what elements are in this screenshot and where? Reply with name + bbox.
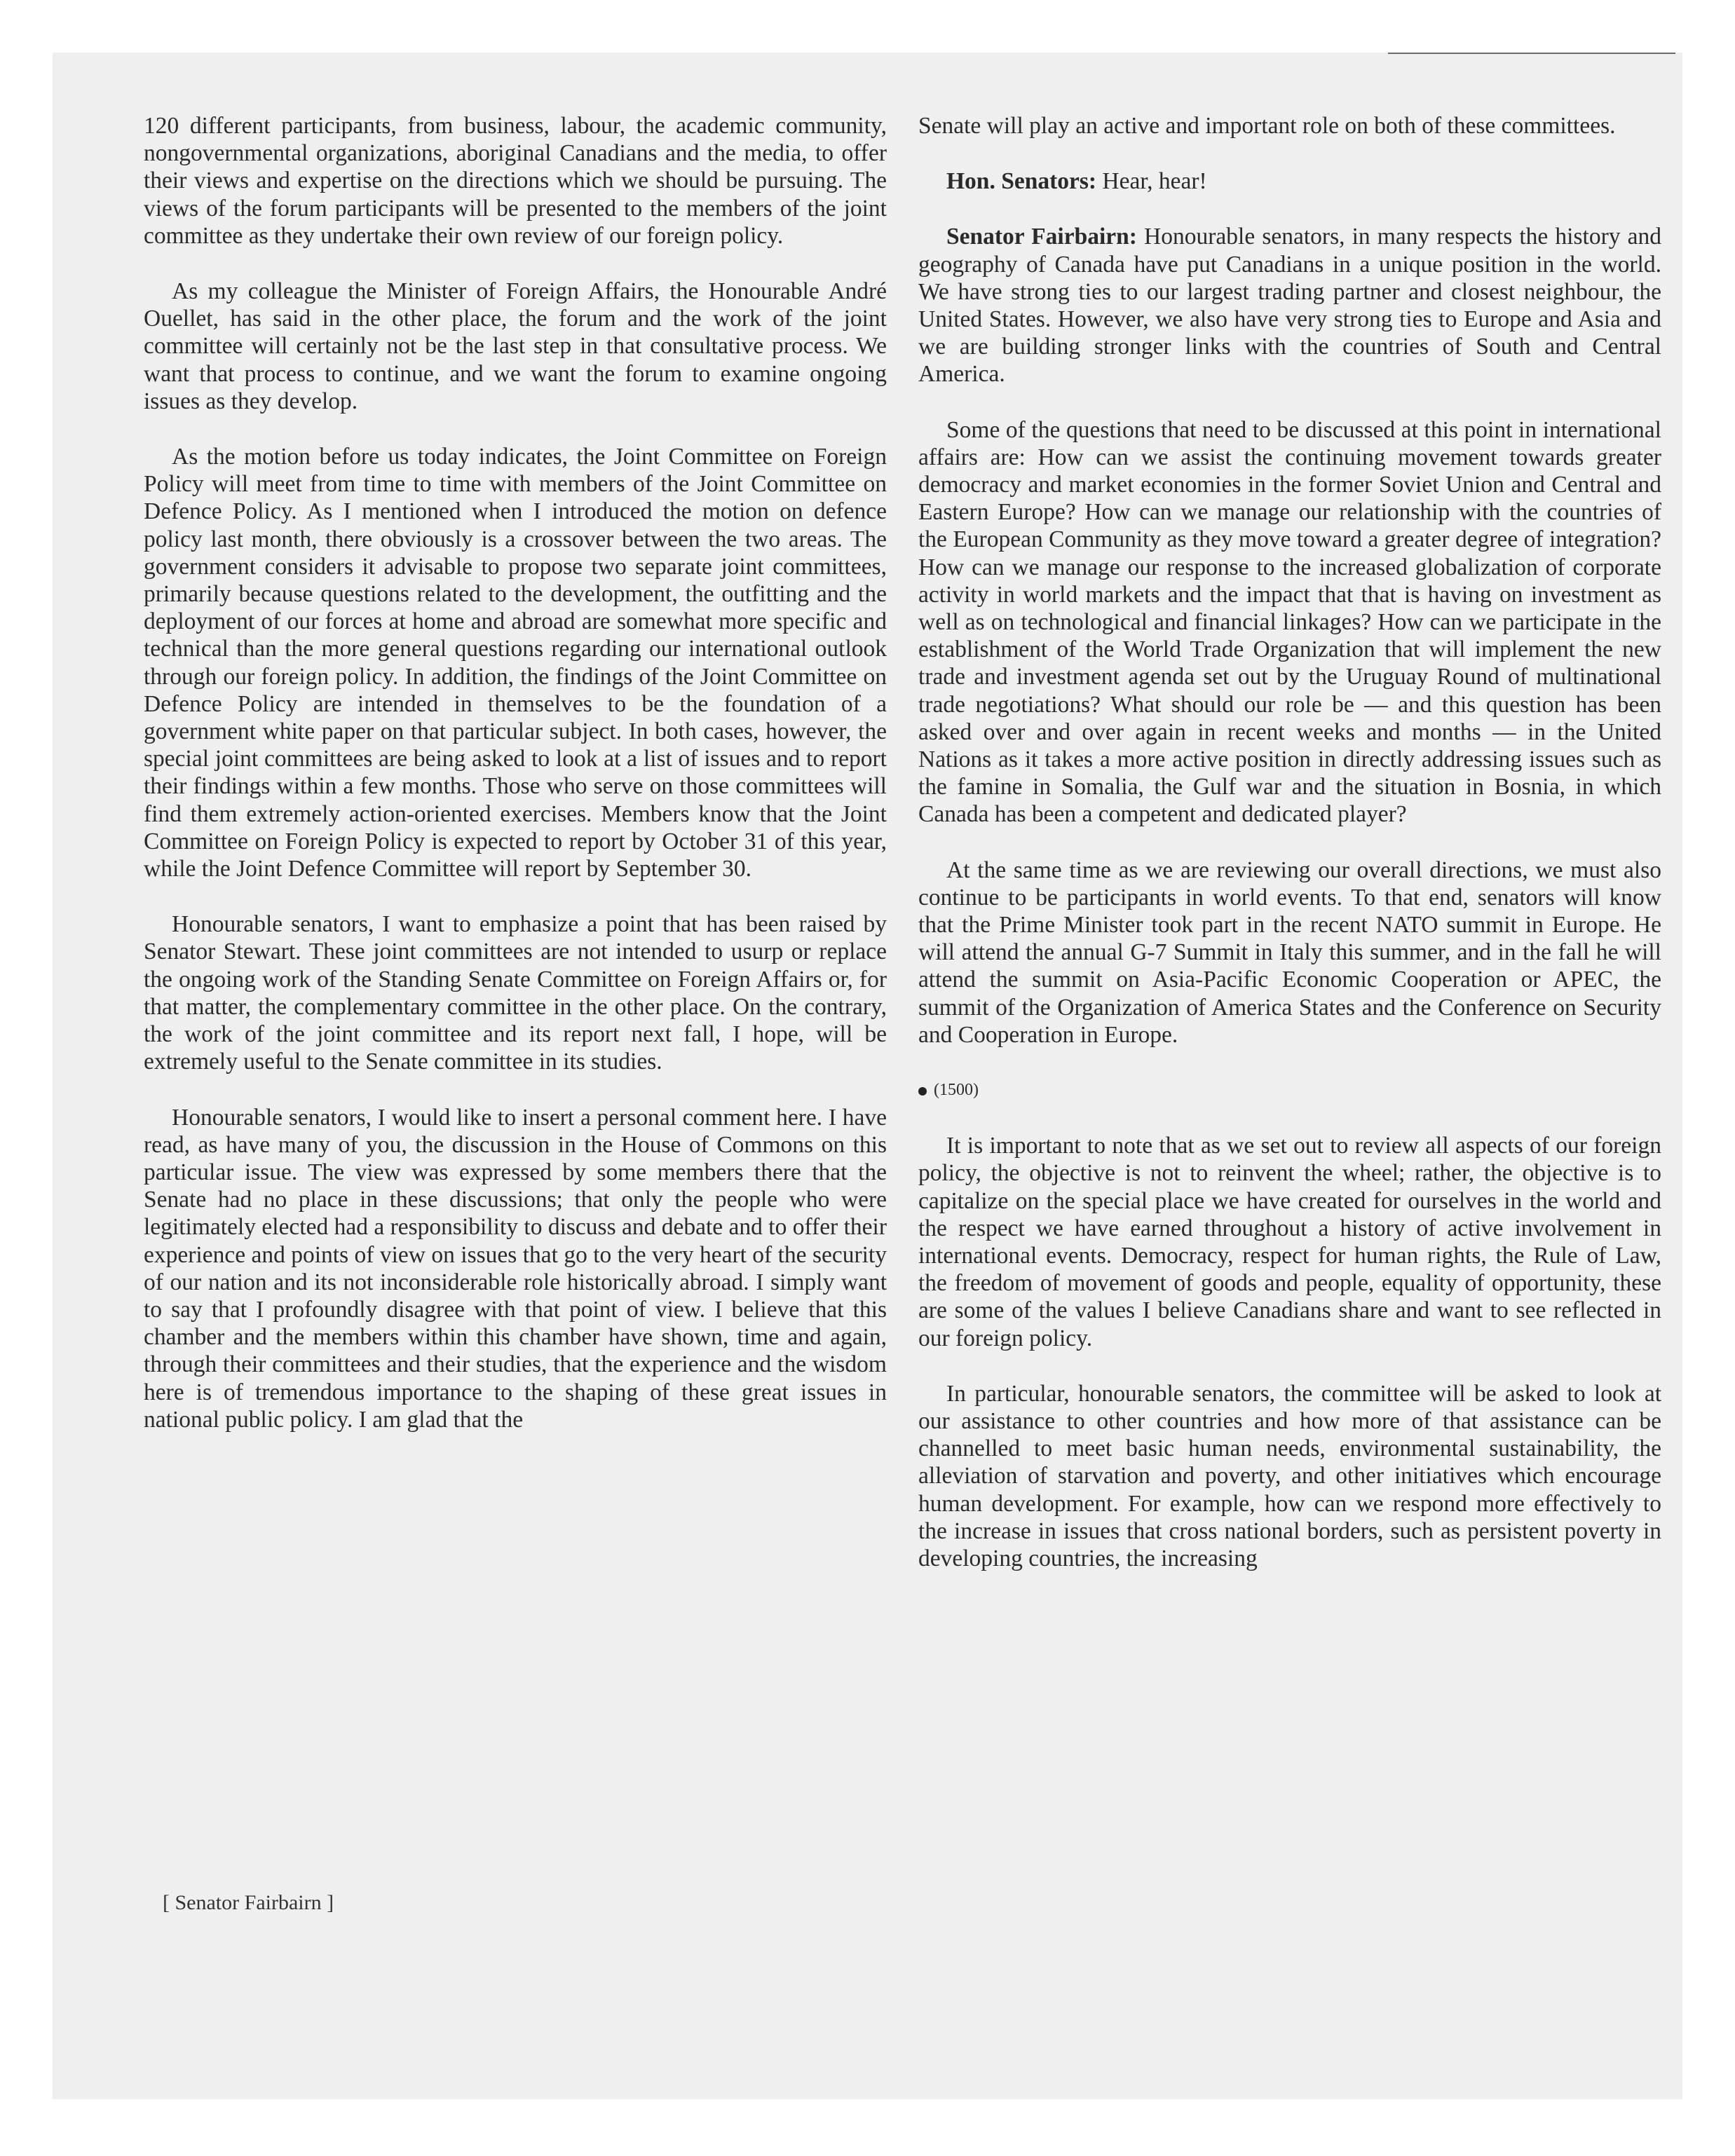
paragraph: It is important to note that as we set out to review all aspects of our foreign policy, the objective is not to reinvent the wheel; rather, the objective is to capitalize on the special place we have created for ourselves in the world and the respect we have earned throughout a history of active involvement in international events. Democracy, respect for human rights, the Rule of Law, the freedom of movement of goods and people, equality of opportunity, these are some of the values I believe Canadians share and want to see reflected in our foreign policy. <box>918 1133 1661 1351</box>
paragraph: At the same time as we are reviewing our overall directions, we must also continue to be participants in world events. To that end, senators will know that the Prime Minister took part in the recent NATO summit in Europe. He will attend the annual G-7 Summit in Italy this summer, and in the fall he will attend the summit on Asia-Pacific Economic Cooperation or APEC, the summit of the Organization of America States and the Conference on Security and Cooperation in Europe. <box>918 857 1661 1048</box>
speech-text: Honourable senators, in many respects the history and geography of Canada have put Canadians in a unique position in the world. We have strong ties to our largest trading partner and closest neighbour, the United States. However, we also have very strong ties to Europe and Asia and we are building stronger links with the countries of South and Central America. <box>918 224 1661 388</box>
bullet-icon <box>918 1087 927 1096</box>
paragraph: As my colleague the Minister of Foreign Affairs, the Honourable André Ouellet, has said in the other place, the forum and the work of the joint committee will certainly not be the last step in that consultative process. We want that process to continue, and we want the forum to examine ongoing issues as they develop. <box>144 278 887 414</box>
paragraph: Senate will play an active and important role on both of these committees. <box>918 113 1616 139</box>
time-marker <box>918 1077 1661 1104</box>
left-column <box>144 112 887 1461</box>
paragraph: As the motion before us today indicates, the Joint Committee on Foreign Policy will meet from time to time with members of the Joint Committee on Defence Policy. As I mentioned when I introduced the motion on defence policy last month, there obviously is a crossover between the two areas. The government considers it advisable to propose two separate joint committees, primarily because questions related to the development, the outfitting and the deployment of our forces at home and abroad are somewhat more specific and technical than the more general questions regarding our international outlook through our foreign policy. In addition, the findings of the Joint Committee on Defence Policy are intended in themselves to be the foundation of a government white paper on that particular subject. In both cases, however, the special joint committees are being asked to look at a list of issues and to report their findings within a few months. Those who serve on those committees will find them extremely action-oriented exercises. Members know that the Joint Committee on Foreign Policy is expected to report by October 31 of this year, while the Joint Defence Committee will report by September 30. <box>144 444 887 882</box>
right-column <box>918 112 1661 1600</box>
interjection <box>918 168 1661 195</box>
paragraph: Honourable senators, I would like to insert a personal comment here. I have read, as have many of you, the discussion in the House of Commons on this particular issue. The view was expressed by some members there that the Senate had no place in these discussions; that only the people who were legitimately elected had a responsibility to discuss and debate and to offer their experience and points of view on issues that go to the very heart of the security of our nation and its not inconsiderable role historically abroad. I simply want to say that I profoundly disagree with that point of view. I believe that this chamber and the members within this chamber have shown, time and again, through their committees and their studies, that the experience and the wisdom here is of tremendous importance to the shaping of these great issues in national public policy. I am glad that the <box>144 1104 887 1433</box>
paragraph: In particular, honourable senators, the committee will be asked to look at our assistance to other countries and how more of that assistance can be channelled to meet basic human needs, environmental sustainability, the alleviation of starvation and poverty, and other initiatives which encourage human development. For example, how can we respond more effectively to the increase in issues that cross national borders, such as persistent poverty in developing countries, the increasing <box>918 1380 1661 1571</box>
paragraph: Some of the questions that need to be discussed at this point in international affairs are: How can we assist the continuing movement towards greater democracy and market economies in the former Soviet Union and Central and Eastern Europe? How can we manage our relationship with the countries of the European Community as they move toward a greater degree of integration? How can we manage our response to the increased globalization of corporate activity in world markets and the impact that that is having on investment as well as on technological and financial linkages? How can we participate in the establishment of the World Trade Organization that will implement the new trade and investment agenda set out by the Uruguay Round of multinational trade negotiations? What should our role be — and this question has been asked over and over again in recent weeks and months — in the United Nations as it takes a more active position in directly addressing issues such as the famine in Somalia, the Gulf war and the situation in Bosnia, in which Canada has been a competent and dedicated player? <box>918 416 1661 828</box>
paragraph: Honourable senators, I want to emphasize a point that has been raised by Senator Stewart. These joint committees are not intended to usurp or replace the ongoing work of the Standing Senate Committee on Foreign Affairs or, for that matter, the complementary committee in the other place. On the contrary, the work of the joint committee and its report next fall, I hope, will be extremely useful to the Senate committee in its studies. <box>144 911 887 1075</box>
time-marker-text: (1500) <box>934 1081 979 1100</box>
speaker-name: Hon. Senators: <box>946 168 1097 195</box>
speaker-name: Senator Fairbairn: <box>946 224 1137 250</box>
paragraph: 120 different participants, from business, labour, the academic community, nongovernmental organizations, aboriginal Canadians and the media, to offer their views and expertise on the directions which we should be pursuing. The views of the forum participants will be presented to the members of the joint committee as they undertake their own review of our foreign policy. <box>144 113 887 249</box>
speech <box>918 223 1661 388</box>
page-footer: [ Senator Fairbairn ] <box>163 1891 334 1914</box>
speech-text: Hear, hear! <box>1096 168 1207 195</box>
header-rule <box>1388 53 1675 54</box>
